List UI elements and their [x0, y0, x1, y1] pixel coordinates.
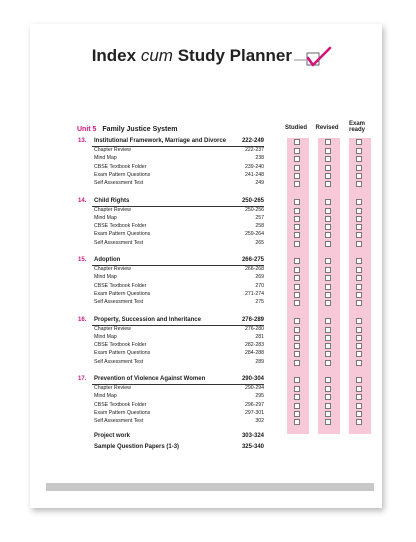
- section-pages: 282-283: [244, 342, 264, 349]
- section-title: Mind Map: [94, 393, 117, 400]
- revised-checkbox-chapter-4-item-0[interactable]: [325, 386, 331, 392]
- section-pages: 257: [255, 214, 264, 221]
- exam-ready-checkbox-chapter-2-item-1[interactable]: [356, 275, 362, 281]
- exam-ready-checkbox-chapter-4-item-2[interactable]: [356, 403, 362, 409]
- section-title: Self Assessment Test: [94, 239, 144, 246]
- extra-title: Project work: [94, 432, 131, 439]
- revised-checkbox-chapter-3-item-2[interactable]: [325, 343, 331, 349]
- revised-checkbox-chapter-2-item-3[interactable]: [325, 292, 331, 298]
- revised-checkbox-chapter-1-item-3[interactable]: [325, 232, 331, 238]
- chapter-number: 15.: [78, 257, 87, 263]
- revised-checkbox-chapter-4-item-4[interactable]: [325, 419, 331, 425]
- exam-ready-checkbox-chapter-1-item-0[interactable]: [356, 208, 362, 214]
- exam-ready-checkbox-chapter-4[interactable]: [356, 377, 362, 383]
- studied-checkbox-chapter-2-item-2[interactable]: [294, 284, 300, 290]
- chapter-title: Institutional Framework, Marriage and Divorce: [94, 138, 227, 144]
- section-pages: 295: [255, 393, 264, 400]
- section-pages: 281: [255, 333, 264, 340]
- exam-ready-checkbox-chapter-3-item-3[interactable]: [356, 351, 362, 357]
- section-title: CBSE Textbook Folder: [94, 282, 147, 289]
- revised-checkbox-chapter-1-item-1[interactable]: [325, 216, 331, 222]
- revised-checkbox-chapter-2-item-0[interactable]: [325, 267, 331, 273]
- revised-checkbox-chapter-0-item-4[interactable]: [325, 181, 331, 187]
- section-title: Exam Pattern Questions: [94, 409, 151, 416]
- studied-checkbox-chapter-3-item-3[interactable]: [294, 351, 300, 357]
- exam-ready-checkbox-chapter-0-item-1[interactable]: [356, 156, 362, 162]
- revised-checkbox-chapter-4-item-2[interactable]: [325, 403, 331, 409]
- revised-checkbox-chapter-2-item-2[interactable]: [325, 284, 331, 290]
- studied-checkbox-chapter-4-item-4[interactable]: [294, 419, 300, 425]
- exam-ready-checkbox-chapter-1-item-2[interactable]: [356, 224, 362, 230]
- revised-checkbox-chapter-3-item-1[interactable]: [325, 335, 331, 341]
- studied-checkbox-chapter-0-item-3[interactable]: [294, 173, 300, 179]
- chapter-number: 17.: [78, 376, 87, 382]
- chapter-title: Property, Succession and Inheritance: [94, 316, 201, 323]
- title-cum: cum: [140, 46, 173, 65]
- studied-checkbox-chapter-2-item-3[interactable]: [294, 292, 300, 298]
- revised-checkbox-chapter-0-item-2[interactable]: [325, 165, 331, 171]
- column-header-studied: Studied: [285, 125, 307, 131]
- exam-ready-checkbox-chapter-3-item-4[interactable]: [356, 360, 362, 366]
- section-title: Mind Map: [94, 274, 117, 281]
- section-pages: 239-240: [244, 163, 264, 170]
- exam-ready-checkbox-chapter-0-item-2[interactable]: [356, 165, 362, 171]
- chapter-number: 13.: [78, 138, 87, 144]
- revised-checkbox-chapter-3-item-0[interactable]: [325, 327, 331, 333]
- extra-pages: 303-324: [241, 432, 264, 439]
- studied-checkbox-chapter-4-item-3[interactable]: [294, 411, 300, 417]
- section-pages: 271-274: [244, 290, 264, 297]
- revised-checkbox-chapter-1-item-2[interactable]: [325, 224, 331, 230]
- column-header-exam-ready: Exam ready: [348, 121, 365, 133]
- studied-checkbox-chapter-2-item-4[interactable]: [294, 300, 300, 306]
- column-header-revised: Revised: [315, 125, 339, 131]
- exam-ready-checkbox-chapter-1[interactable]: [356, 199, 362, 205]
- section-pages: 290-294: [244, 385, 264, 391]
- studied-checkbox-chapter-1-item-1[interactable]: [294, 216, 300, 222]
- studied-checkbox-chapter-2-item-0[interactable]: [294, 267, 300, 273]
- extra-row: [30, 444, 382, 452]
- studied-checkbox-chapter-3-item-0[interactable]: [294, 327, 300, 333]
- revised-checkbox-chapter-3-item-3[interactable]: [325, 351, 331, 357]
- page-title: [30, 46, 292, 66]
- exam-ready-checkbox-chapter-2-item-4[interactable]: [356, 300, 362, 306]
- exam-ready-checkbox-chapter-0-item-3[interactable]: [356, 173, 362, 179]
- studied-checkbox-chapter-2-item-1[interactable]: [294, 275, 300, 281]
- exam-ready-checkbox-chapter-1-item-1[interactable]: [356, 216, 362, 222]
- chapter-pages: 290-304: [241, 376, 264, 382]
- section-pages: 275: [255, 299, 264, 306]
- chapter-pages: 266-275: [241, 257, 264, 263]
- title-main: Index: [91, 46, 137, 65]
- exam-ready-checkbox-chapter-3-item-2[interactable]: [356, 343, 362, 349]
- studied-checkbox-chapter-1[interactable]: [294, 199, 300, 205]
- revised-checkbox-chapter-1-item-0[interactable]: [325, 208, 331, 214]
- exam-ready-checkbox-chapter-1-item-4[interactable]: [356, 241, 362, 247]
- exam-ready-checkbox-chapter-2-item-2[interactable]: [356, 284, 362, 290]
- section-title: CBSE Textbook Folder: [94, 342, 147, 349]
- studied-checkbox-chapter-3-item-2[interactable]: [294, 343, 300, 349]
- section-pages: 241-248: [244, 171, 264, 178]
- section-pages: 258: [255, 223, 264, 230]
- chapter-pages: 276-289: [241, 316, 264, 323]
- studied-checkbox-chapter-3-item-4[interactable]: [294, 360, 300, 366]
- studied-checkbox-chapter-0-item-4[interactable]: [294, 181, 300, 187]
- section-pages: 269: [255, 274, 264, 281]
- chapter-number: 14.: [78, 197, 87, 204]
- revised-checkbox-chapter-0-item-3[interactable]: [325, 173, 331, 179]
- unit-number: Unit 5: [77, 126, 97, 133]
- revised-checkbox-chapter-4-item-1[interactable]: [325, 394, 331, 400]
- studied-checkbox-chapter-0-item-1[interactable]: [294, 156, 300, 162]
- section-pages: 250-256: [244, 206, 264, 213]
- planner-page: [30, 24, 382, 508]
- exam-ready-checkbox-chapter-2-item-3[interactable]: [356, 292, 362, 298]
- studied-checkbox-chapter-0-item-2[interactable]: [294, 165, 300, 171]
- exam-ready-checkbox-chapter-4-item-1[interactable]: [356, 394, 362, 400]
- studied-checkbox-chapter-1-item-4[interactable]: [294, 241, 300, 247]
- section-title: CBSE Textbook Folder: [94, 401, 147, 408]
- extra-title: Sample Question Papers (1-3): [94, 443, 180, 450]
- page-footer-band: [46, 483, 374, 491]
- chapter-pages: 250-265: [241, 197, 264, 204]
- section-title: Mind Map: [94, 333, 117, 340]
- section-title: Chapter Review: [94, 147, 131, 153]
- section-title: Exam Pattern Questions: [94, 171, 151, 178]
- studied-checkbox-chapter-4-item-1[interactable]: [294, 394, 300, 400]
- exam-ready-checkbox-chapter-0-item-0[interactable]: [356, 148, 362, 154]
- revised-checkbox-chapter-0-item-1[interactable]: [325, 156, 331, 162]
- revised-checkbox-chapter-3-item-4[interactable]: [325, 360, 331, 366]
- section-pages: 302: [255, 418, 264, 425]
- section-title: Self Assessment Test: [94, 358, 144, 365]
- section-pages: 276-280: [244, 325, 264, 332]
- exam-ready-checkbox-chapter-4-item-3[interactable]: [356, 411, 362, 417]
- studied-checkbox-chapter-1-item-0[interactable]: [294, 208, 300, 214]
- section-title: CBSE Textbook Folder: [94, 163, 147, 170]
- studied-checkbox-chapter-3-item-1[interactable]: [294, 335, 300, 341]
- section-title: Chapter Review: [94, 266, 131, 272]
- revised-checkbox-chapter-2[interactable]: [325, 258, 331, 264]
- section-title: Self Assessment Test: [94, 418, 144, 425]
- revised-checkbox-chapter-3[interactable]: [325, 318, 331, 324]
- section-title: Self Assessment Test: [94, 180, 144, 187]
- checkmark-box-icon: [294, 46, 344, 72]
- revised-checkbox-chapter-0-item-0[interactable]: [325, 148, 331, 154]
- revised-checkbox-chapter-2-item-4[interactable]: [325, 300, 331, 306]
- studied-checkbox-chapter-0[interactable]: [294, 139, 300, 145]
- section-pages: 296-297: [244, 401, 264, 408]
- section-title: Chapter Review: [94, 385, 131, 391]
- exam-ready-checkbox-chapter-2-item-0[interactable]: [356, 267, 362, 273]
- revised-checkbox-chapter-0[interactable]: [325, 139, 331, 145]
- section-pages: 297-301: [244, 409, 264, 416]
- title-rest: Study Planner: [177, 46, 292, 65]
- section-pages: 249: [255, 180, 264, 187]
- section-pages: 284-288: [244, 350, 264, 357]
- section-pages: 265: [255, 239, 264, 246]
- unit-heading: [77, 126, 178, 133]
- section-pages: 222-237: [244, 147, 264, 153]
- section-title: Chapter Review: [94, 325, 131, 332]
- studied-checkbox-chapter-0-item-0[interactable]: [294, 148, 300, 154]
- exam-ready-checkbox-chapter-3-item-1[interactable]: [356, 335, 362, 341]
- revised-checkbox-chapter-4-item-3[interactable]: [325, 411, 331, 417]
- exam-ready-checkbox-chapter-1-item-3[interactable]: [356, 232, 362, 238]
- chapter-number: 16.: [78, 316, 87, 323]
- exam-ready-checkbox-chapter-0-item-4[interactable]: [356, 181, 362, 187]
- chapter-title: Child Rights: [94, 197, 130, 204]
- revised-checkbox-chapter-2-item-1[interactable]: [325, 275, 331, 281]
- studied-checkbox-chapter-1-item-3[interactable]: [294, 232, 300, 238]
- unit-name: Family Justice System: [102, 126, 178, 133]
- extra-row: [30, 433, 382, 441]
- studied-checkbox-chapter-4[interactable]: [294, 377, 300, 383]
- section-title: CBSE Textbook Folder: [94, 223, 147, 230]
- section-title: Mind Map: [94, 155, 117, 162]
- exam-ready-checkbox-chapter-3[interactable]: [356, 318, 362, 324]
- exam-ready-checkbox-chapter-2[interactable]: [356, 258, 362, 264]
- exam-ready-checkbox-chapter-4-item-0[interactable]: [356, 386, 362, 392]
- section-title: Mind Map: [94, 214, 117, 221]
- chapter-title: Adoption: [94, 257, 121, 263]
- section-pages: 259-264: [244, 231, 264, 238]
- revised-checkbox-chapter-1[interactable]: [325, 199, 331, 205]
- revised-checkbox-chapter-4[interactable]: [325, 377, 331, 383]
- studied-checkbox-chapter-1-item-2[interactable]: [294, 224, 300, 230]
- studied-checkbox-chapter-4-item-2[interactable]: [294, 403, 300, 409]
- exam-ready-checkbox-chapter-4-item-4[interactable]: [356, 419, 362, 425]
- studied-checkbox-chapter-2[interactable]: [294, 258, 300, 264]
- section-title: Self Assessment Test: [94, 299, 144, 306]
- section-title: Chapter Review: [94, 206, 131, 213]
- extra-pages: 325-340: [241, 443, 264, 450]
- section-pages: 289: [255, 358, 264, 365]
- revised-checkbox-chapter-1-item-4[interactable]: [325, 241, 331, 247]
- section-pages: 238: [255, 155, 264, 162]
- section-pages: 266-268: [244, 266, 264, 272]
- section-title: Exam Pattern Questions: [94, 350, 151, 357]
- section-pages: 270: [255, 282, 264, 289]
- chapter-pages: 222-249: [241, 138, 264, 144]
- section-title: Exam Pattern Questions: [94, 231, 151, 238]
- studied-checkbox-chapter-4-item-0[interactable]: [294, 386, 300, 392]
- section-title: Exam Pattern Questions: [94, 290, 151, 297]
- chapter-title: Prevention of Violence Against Women: [94, 376, 206, 382]
- studied-checkbox-chapter-3[interactable]: [294, 318, 300, 324]
- exam-ready-checkbox-chapter-3-item-0[interactable]: [356, 327, 362, 333]
- exam-ready-checkbox-chapter-0[interactable]: [356, 139, 362, 145]
